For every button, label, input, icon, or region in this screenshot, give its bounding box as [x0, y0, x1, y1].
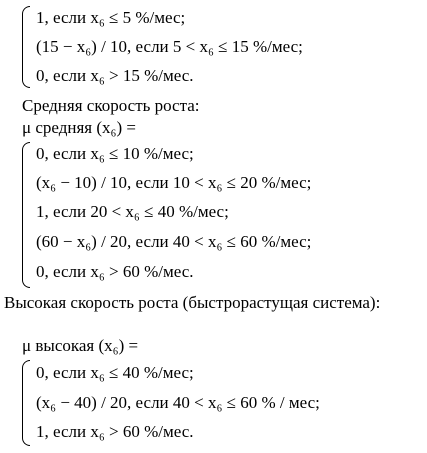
brace-medium — [22, 142, 30, 288]
formula-row: 1, если x₆ ≤ 5 %/мес; — [36, 8, 186, 27]
formula-row: (x₆ − 10) / 10, если 10 < x₆ ≤ 20 %/мес; — [36, 173, 312, 192]
membership-label: μ высокая (x₆) = — [22, 336, 139, 355]
formula-row: (15 − x₆) / 10, если 5 < x₆ ≤ 15 %/мес; — [36, 37, 303, 56]
formula-row: 0, если x₆ > 60 %/мес. — [36, 262, 194, 281]
section-heading: Средняя скорость роста: — [22, 96, 200, 115]
formula-row: 0, если x₆ ≤ 40 %/мес; — [36, 363, 194, 382]
section-heading: Высокая скорость роста (быстрорастущая система): — [4, 293, 381, 312]
brace-slow — [22, 6, 30, 88]
brace-high — [22, 360, 30, 446]
formula-row: 0, если x₆ > 15 %/мес. — [36, 66, 194, 85]
formula-row: 0, если x₆ ≤ 10 %/мес; — [36, 144, 194, 163]
formula-row: (x₆ − 40) / 20, если 40 < x₆ ≤ 60 % / мес; — [36, 393, 320, 412]
formula-row: 1, если 20 < x₆ ≤ 40 %/мес; — [36, 202, 229, 221]
membership-label: μ средняя (x₆) = — [22, 118, 136, 137]
formula-row: 1, если x₆ > 60 %/мес. — [36, 422, 194, 441]
formula-row: (60 − x₆) / 20, если 40 < x₆ ≤ 60 %/мес; — [36, 232, 312, 251]
